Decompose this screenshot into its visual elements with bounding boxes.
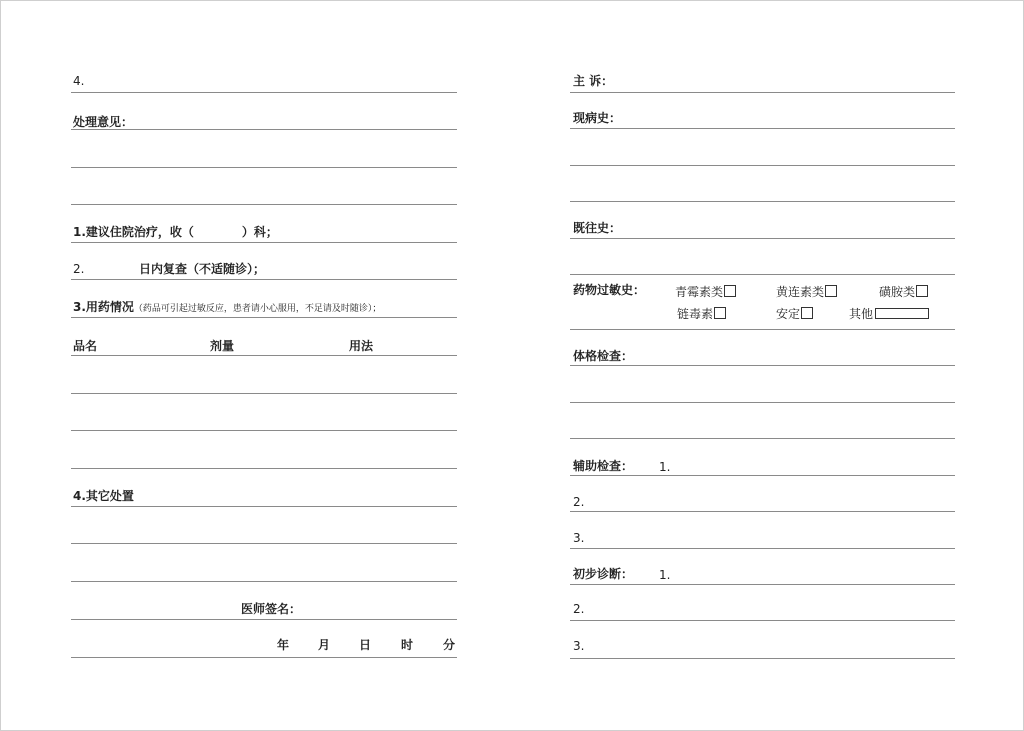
item-4-number: 4.	[73, 74, 85, 88]
rule-line	[570, 274, 955, 275]
recheck-text: 日内复查（不适随诊）；	[139, 262, 266, 276]
aux-item-2: 2.	[573, 495, 585, 509]
present-history-label: 现病史：	[573, 111, 622, 125]
medication-note: （药品可引起过敏反应，患者请小心服用，不足请及时随诊）；	[133, 304, 382, 314]
rule-line	[71, 468, 457, 469]
past-history-label: 既往史：	[573, 221, 622, 235]
rule-line	[71, 393, 457, 394]
item-2-number: 2.	[73, 262, 85, 276]
allergy-option-other[interactable]: 其他	[849, 305, 929, 322]
allergy-option-sulfonamide[interactable]: 磺胺类	[879, 283, 928, 300]
rule-line	[570, 128, 955, 129]
rule-line	[71, 129, 457, 130]
date-minute-label: 分	[443, 638, 456, 652]
rule-line	[570, 402, 955, 403]
date-hour-label: 时	[401, 638, 414, 652]
rule-line	[570, 92, 955, 93]
rule-line	[71, 543, 457, 544]
date-year-label: 年	[277, 638, 290, 652]
hospitalization-advice: 1.建议住院治疗，收（ ）科；	[73, 225, 278, 239]
rule-line	[71, 355, 457, 356]
rule-line	[570, 584, 955, 585]
rule-line	[71, 657, 457, 658]
chief-complaint-label: 主 诉：	[573, 74, 614, 88]
col-drug-name: 品名	[73, 339, 98, 353]
rule-line	[71, 242, 457, 243]
drug-allergy-label: 药物过敏史：	[573, 283, 646, 297]
preliminary-diagnosis-label: 初步诊断：	[573, 567, 634, 581]
rule-line	[71, 92, 457, 93]
date-month-label: 月	[318, 638, 331, 652]
checkbox[interactable]	[724, 285, 736, 297]
dx-item-2: 2.	[573, 602, 585, 616]
rule-line	[71, 167, 457, 168]
rule-line	[71, 317, 457, 318]
rule-line	[570, 475, 955, 476]
rule-line	[71, 279, 457, 280]
dx-item-1: 1.	[659, 568, 671, 582]
rule-line	[71, 581, 457, 582]
dx-item-3: 3.	[573, 639, 585, 653]
rule-line	[570, 548, 955, 549]
other-allergy-field[interactable]	[875, 308, 929, 319]
allergy-option-streptomycin[interactable]: 链毒素	[677, 305, 726, 322]
doctor-signature-label: 医师签名：	[241, 602, 302, 616]
allergy-option-berberine[interactable]: 黄连素类	[776, 283, 837, 300]
treatment-opinion-label: 处理意见：	[73, 115, 134, 129]
rule-line	[71, 204, 457, 205]
rule-line	[570, 438, 955, 439]
auxiliary-exam-label: 辅助检查：	[573, 459, 634, 473]
rule-line	[570, 620, 955, 621]
rule-line	[570, 365, 955, 366]
rule-line	[570, 658, 955, 659]
medication-label: 3.用药情况（药品可引起过敏反应，患者请小心服用，不足请及时随诊）；	[73, 300, 382, 314]
other-treatment-label: 4.其它处置	[73, 489, 134, 503]
checkbox[interactable]	[714, 307, 726, 319]
aux-item-3: 3.	[573, 531, 585, 545]
rule-line	[71, 430, 457, 431]
rule-line	[570, 329, 955, 330]
rule-line	[570, 201, 955, 202]
checkbox[interactable]	[916, 285, 928, 297]
rule-line	[570, 165, 955, 166]
aux-item-1: 1.	[659, 460, 671, 474]
rule-line	[570, 238, 955, 239]
rule-line	[570, 511, 955, 512]
col-dose: 剂量	[210, 339, 235, 353]
rule-line	[71, 506, 457, 507]
rule-line	[71, 619, 457, 620]
checkbox[interactable]	[801, 307, 813, 319]
date-day-label: 日	[359, 638, 372, 652]
checkbox[interactable]	[825, 285, 837, 297]
allergy-option-penicillin[interactable]: 青霉素类	[675, 283, 736, 300]
col-usage: 用法	[349, 339, 374, 353]
allergy-option-diazepam[interactable]: 安定	[776, 305, 813, 322]
physical-exam-label: 体格检查：	[573, 349, 634, 363]
